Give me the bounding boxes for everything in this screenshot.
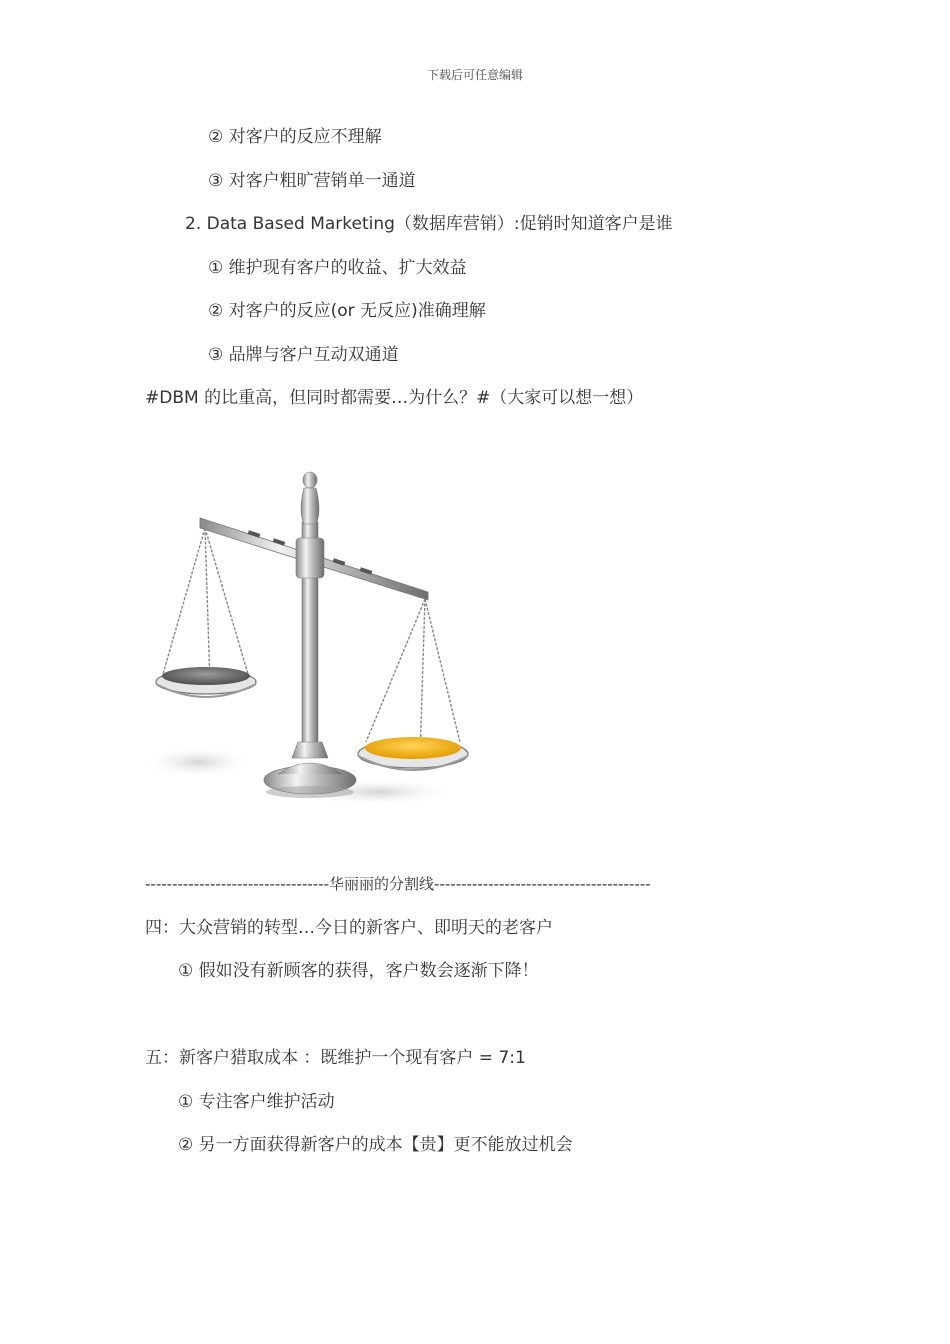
list-item: ② 另一方面获得新客户的成本【贵】更不能放过机会: [178, 1135, 573, 1155]
list-item: ③ 品牌与客户互动双通道: [208, 345, 399, 365]
left-pan-contents: [162, 667, 250, 685]
section-title-5: 五：新客户猎取成本 ：既维护一个现有客户 = 7:1: [145, 1048, 526, 1068]
balance-scale-image: [138, 462, 483, 817]
list-item: ① 专注客户维护活动: [178, 1092, 335, 1112]
list-item: ② 对客户的反应不理解: [208, 127, 382, 147]
left-pan-shadow: [143, 746, 253, 778]
list-item: ① 假如没有新顾客的获得，客户数会逐渐下降！: [178, 961, 539, 981]
section-heading-dbm: 2. Data Based Marketing（数据库营销）:促销时知道客户是谁: [185, 214, 673, 234]
decorative-divider: [145, 872, 785, 896]
section-title-4: 四：大众营销的转型…今日的新客户、即明天的老客户: [145, 918, 553, 938]
list-item: ② 对客户的反应(or 无反应)准确理解: [208, 301, 486, 321]
list-item: ③ 对客户粗旷营销单一通道: [208, 171, 416, 191]
divider-dashes-left: ----------------------------------: [145, 875, 330, 893]
right-pan-contents: [365, 737, 461, 759]
list-item: ① 维护现有客户的收益、扩大效益: [208, 258, 467, 278]
divider-dashes-right: ----------------------------------------: [434, 875, 651, 893]
question-note: #DBM 的比重高，但同时都需要…为什么？#（大家可以想一想）: [145, 388, 644, 408]
divider-label: 华丽丽的分割线: [329, 875, 435, 893]
scale-finial: [303, 472, 317, 488]
page-header-note: 下载后可任意编辑: [426, 68, 523, 82]
